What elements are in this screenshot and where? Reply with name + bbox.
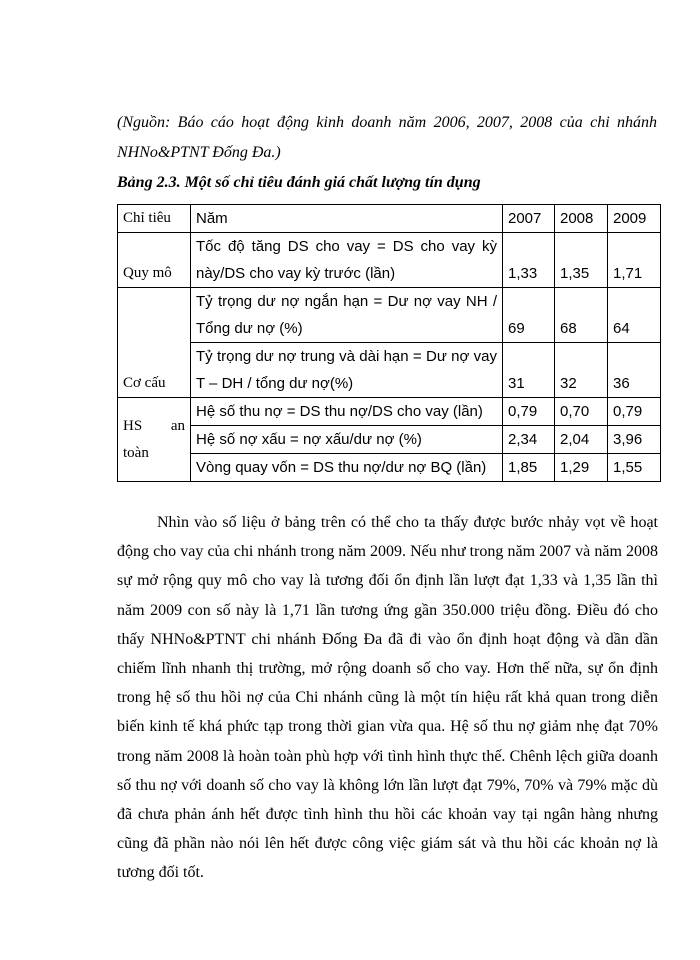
table-row (118, 454, 661, 482)
source-note: (Nguồn: Báo cáo hoạt động kinh doanh năm 2006, 2007, 2008 của chi nhánh NHNo&PTNT Đống Đa.) (117, 114, 657, 161)
table-header-row (118, 205, 661, 233)
group-co-cau: Cơ cấu (118, 288, 191, 398)
value-2009: 0,79 (608, 398, 661, 426)
table-row (118, 398, 661, 426)
indicator-cell: Hệ số thu nợ = DS thu nợ/DS cho vay (lần) (191, 398, 503, 426)
value-2009: 1,55 (608, 454, 661, 482)
group-an-toan (118, 398, 191, 482)
analysis-paragraph: Nhìn vào số liệu ở bảng trên có thể cho ta thấy được bước nhảy vọt về hoạt động cho vay của chi nhánh trong năm 2009. Nếu như trong năm 2007 và năm 2008 sự mở rộng quy mô cho vay là tương đối ổn định lần lượt đạt 1,33 và 1,35 lần thì năm 2009 con số này là 1,71 lần tương ứng gần 350.000 triệu đồng. Điều đó cho thấy NHNo&PTNT chi nhánh Đống Đa đã đi vào ổn định hoạt động và dần dần chiếm lĩnh nhanh thị trường, mở rộng doanh số cho vay. Hơn thế nữa, sự ổn định trong hệ số thu hồi nợ của Chi nhánh cũng là một tín hiệu rất khả quan trong diễn biến kinh tế khá phức tạp trong thời gian vừa qua. Hệ số thu nợ giảm nhẹ đạt 70% trong năm 2008 là hoàn toàn phù hợp với tình hình thực thế. Chênh lệch giữa doanh số thu nợ với doanh số cho vay là không lớn lần lượt đạt 79%, 70% và 79% mặc dù đã chưa phản ánh hết được tình hình thu hồi các khoản vay tại ngân hàng nhưng cũng đã phần nào nói lên hết được công việc giám sát và thu hồi các khoản nợ là tương đối tốt. (117, 514, 658, 882)
value-2009: 1,71 (608, 233, 661, 288)
group-an-toan-part1: HS (123, 417, 143, 434)
value-2009: 36 (608, 343, 661, 398)
value-2008: 0,70 (555, 398, 608, 426)
indicator-cell: Tỷ trọng dư nợ ngắn hạn = Dư nợ vay NH / Tổng dư nợ (%) (191, 288, 503, 343)
value-2008: 32 (555, 343, 608, 398)
group-an-toan-part3: toàn (123, 444, 149, 461)
value-2009: 64 (608, 288, 661, 343)
indicator-cell: Tốc độ tăng DS cho vay = DS cho vay kỳ này/DS cho vay kỳ trước (lần) (191, 233, 503, 288)
header-indicator: Chỉ tiêu (118, 205, 191, 233)
value-2007: 1,85 (503, 454, 555, 482)
value-2008: 2,04 (555, 426, 608, 454)
header-year: Năm (191, 205, 503, 233)
value-2009: 3,96 (608, 426, 661, 454)
table-row (118, 233, 661, 288)
header-2008: 2008 (555, 205, 608, 233)
value-2007: 69 (503, 288, 555, 343)
value-2008: 1,35 (555, 233, 608, 288)
value-2008: 1,29 (555, 454, 608, 482)
indicator-cell: Tỷ trọng dư nợ trung và dài hạn = Dư nợ vay T – DH / tổng dư nợ(%) (191, 343, 503, 398)
indicator-cell: Vòng quay vốn = DS thu nợ/dư nợ BQ (lần) (191, 454, 503, 482)
group-quy-mo: Quy mô (118, 233, 191, 288)
value-2007: 0,79 (503, 398, 555, 426)
table-row (118, 343, 661, 398)
table-row (118, 426, 661, 454)
value-2007: 1,33 (503, 233, 555, 288)
indicator-cell: Hệ số nợ xấu = nợ xấu/dư nợ (%) (191, 426, 503, 454)
value-2007: 2,34 (503, 426, 555, 454)
value-2008: 68 (555, 288, 608, 343)
credit-quality-table (117, 204, 661, 482)
table-row (118, 288, 661, 343)
value-2007: 31 (503, 343, 555, 398)
group-an-toan-part2: an (170, 417, 185, 434)
header-2009: 2009 (608, 205, 661, 233)
header-2007: 2007 (503, 205, 555, 233)
table-caption: Bảng 2.3. Một số chỉ tiêu đánh giá chất lượng tín dụng (117, 174, 481, 191)
